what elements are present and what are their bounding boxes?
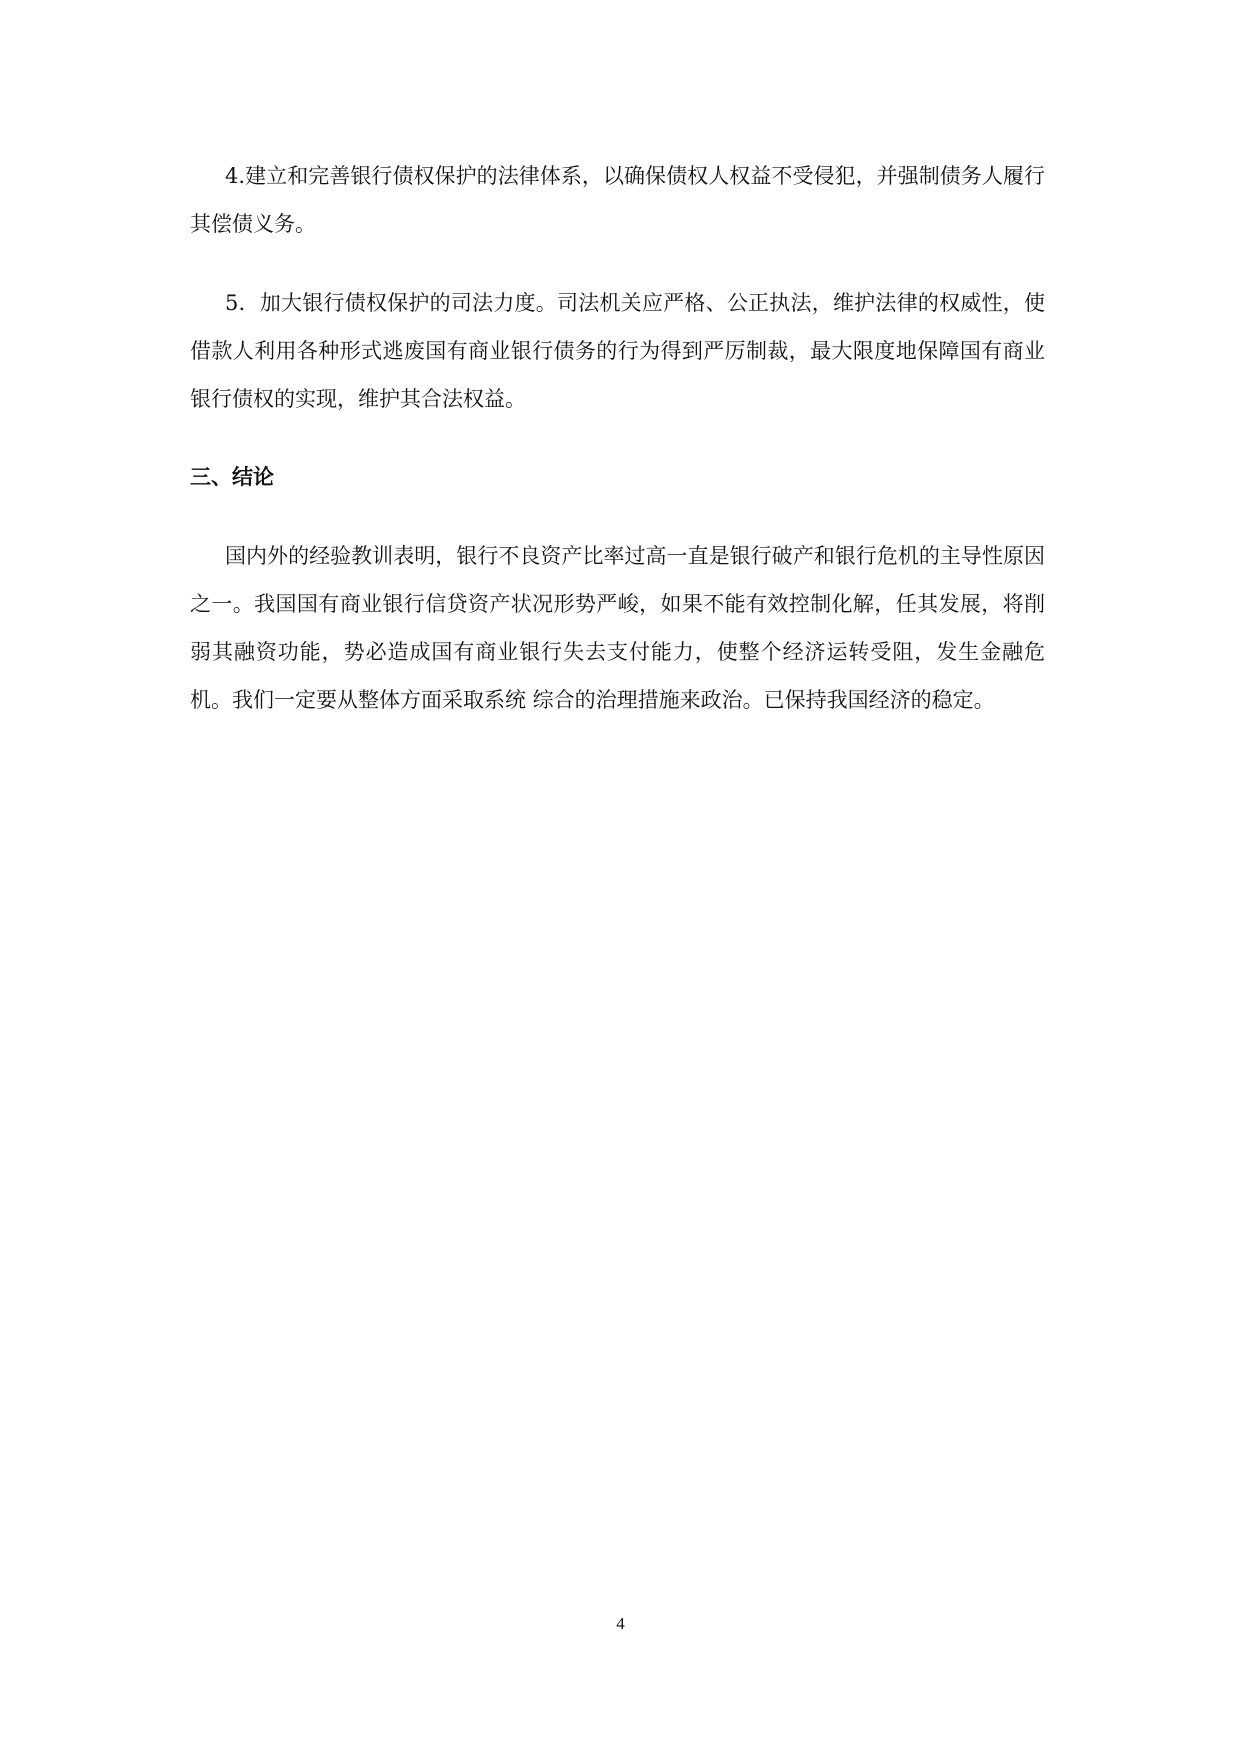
paragraph-conclusion: 国内外的经验教训表明，银行不良资产比率过高一直是银行破产和银行危机的主导性原因之一。我国国有商业银行信贷资产状况形势严峻，如果不能有效控制化解，任其发展，将削弱其融资功能，势必造成国有商业银行失去支付能力，使整个经济运转受阻，发生金融危机。我们一定要从整体方面采取系统 综合的治理措施来政治。已保持我国经济的稳定。 <box>190 544 1045 712</box>
section-heading-conclusion: 三、结论 <box>190 464 274 489</box>
paragraph-item-4: 4.建立和完善银行债权保护的法律体系，以确保债权人权益不受侵犯，并强制债务人履行其偿债义务。 <box>190 164 1045 236</box>
paragraph-item-5: 5．加大银行债权保护的司法力度。司法机关应严格、公正执法，维护法律的权威性，使借款人利用各种形式逃废国有商业银行债务的行为得到严厉制裁，最大限度地保障国有商业银行债权的实现，维护其合法权益。 <box>190 291 1045 411</box>
page-number: 4 <box>616 1614 625 1633</box>
